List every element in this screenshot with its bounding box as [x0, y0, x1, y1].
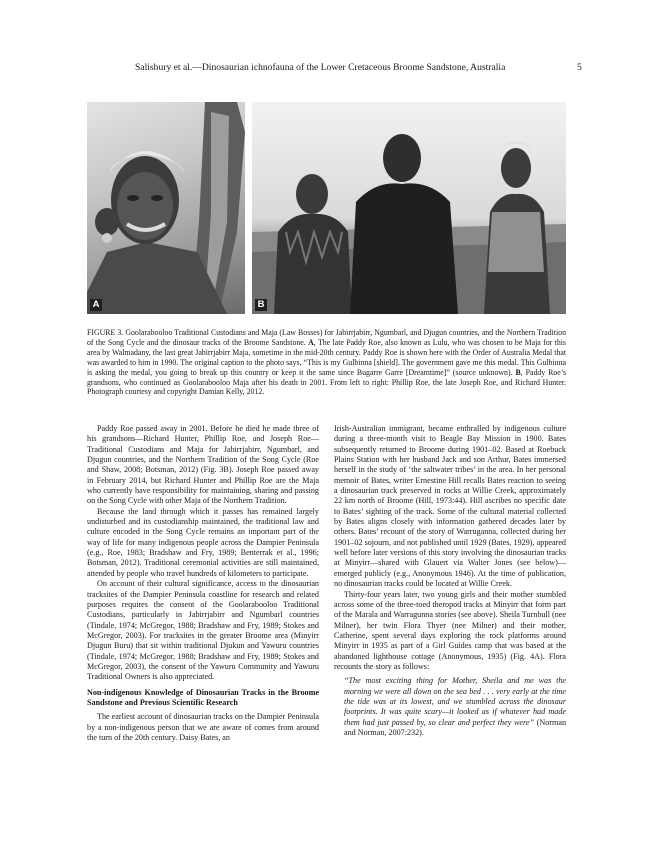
quote-text: “The most exciting thing for Mother, Sheila and me was the morning we were all down on the sea bed . . . very early at the time the tide was at its lowest, and we stumbled across the dinosaur footprints. It was quite scary—it looked as if whatever had made them had just passed by, so clear and perfect they were”: [344, 676, 566, 727]
page-number: 5: [577, 62, 582, 73]
running-title: Salisbury et al.—Dinosaurian ichnofauna of the Lower Cretaceous Broome Sandstone, Australia: [135, 62, 506, 73]
caption-text: Goolarabooloo Traditional Custodians and Maja (Law Bosses) for Jabirrjabirr, Ngumbarl, and Djugun countries, and the Northern Tradition of the Song Cycle and the dinosaur tracks of the Broome Sandstone.: [87, 328, 566, 347]
section-heading: Non-indigenous Knowledge of Dinosaurian Tracks in the Broome Sandstone and Previous Scientific Research: [87, 687, 319, 707]
figure-panel-b: [252, 102, 566, 314]
figure-caption: [87, 328, 566, 397]
right-column: [334, 424, 566, 738]
panel-b-label: B: [255, 299, 267, 311]
quote-citation: (Norman and Norman, 2007:232).: [344, 717, 567, 737]
left-column: [87, 424, 319, 743]
group-photo-illustration: [252, 102, 566, 314]
right-paragraph-1: Irish-Australian immigrant, became enthralled by indigenous culture during a three-month visit to Beagle Bay Mission in 1900. Bates subsequently returned to Broome during 1901–02. Based at Roebuck Plains Station with her husband Jack and son Arthur, Bates immersed herself in the study of ‘the saltwater tribes’ in the area. In her personal memoir of Bates, writer Ernestine Hill recalls Bates reaction to seeing a dinosaurian track preserved in rocks at Willie Creek, approximately 22 km north of Broome (Hill, 1973:44). Hill ascribes no specific date to Bates’ sighting of the track. Some of the cultural material collected by Bates aligns closely with information gathered decades later by others. Bates’ recount of the story of Warruganna, collected during her 1901–02 sojourn, and not published until 1929 (Bates, 1929), appeared well before later versions of this story involving the dinosaurian tracks at Minyirr—shared with Glauert via Walter Jones (see below)—emerged publicly (e.g., Anonymous 1946). At the time of publication, no dinosaurian tracks could be located at Willie Creek.: [334, 424, 566, 589]
right-paragraph-2: Thirty-four years later, two young girls and their mother stumbled across some of the three-toed theropod tracks at Minyirr that form part of the Marala and Warragunna stories (see above). Sheila Turnbull (nee Milner), her twin Flora Thyer (nee Milner) and their mother, Catherine, spent several days exploring the rock platforms around Minyirr in 1935 as part of a Girl Guides camp that was based at the abandoned lighthouse cottage (Anonymous, 1935) (Fig. 4A). Flora recounts the story as follows:: [334, 589, 566, 671]
caption-a-text: , The late Paddy Roe, also known as Lulu, who was chosen to be Maja for this area by Walmadany, the last great Jabirrjabirr Maja, sometime in the mid-20th century. Paddy Roe is shown here with the Order of Australia Medal that was awarded to him in 1990. The original caption to the photo says, “This is my Gulbinna [shield]. The government gave me this medal. This Gulbinna is asking the medal, you going to break up this country or keep it the same since Bugarre Garre [Dreamtime]” (source unknown).: [87, 337, 566, 377]
panel-a-label: A: [90, 299, 102, 311]
caption-figure-label: FIGURE 3.: [87, 328, 124, 337]
left-paragraph-4: The earliest account of dinosaurian tracks on the Dampier Peninsula by a non-indigenous person that we are aware of comes from around the turn of the 20th century. Daisy Bates, an: [87, 712, 319, 742]
running-header: [0, 62, 652, 76]
caption-a-label: A: [308, 337, 314, 347]
left-paragraph-2: Because the land through which it passes has remained largely undisturbed and its custodianship maintained, the traditional law and culture encoded in the Song Cycle remains an important part of the way of life for many indigenous people across the Dampier Peninsula (e.g., Roe, 1983; Bradshaw and Fry, 1989; Benterrak et al., 1996; Botsman, 2012). Traditional ceremonial activities are still maintained, attended by people who travel hundreds of kilometers to participate.: [87, 506, 319, 578]
caption-b-text: , Paddy Roe’s grandsons, who continued as Goolarabooloo Maja after his death in 2001. From left to right: Phillip Roe, the late Joseph Roe, and Richard Hunter. Photograph courtesy and copyright Damian Kelly, 2012.: [87, 367, 567, 397]
left-paragraph-3: On account of their cultural significance, access to the dinosaurian tracksites of the Dampier Peninsula coastline for research and related purposes requires the consent of the Goolarabooloo Traditional Custodians, particularly in Jabirrjabirr and Ngumbarl countries (Tindale, 1974; McGregor, 1988; Bradshaw and Fry, 1989; Stokes and McGregor, 2003). For tracksites in the greater Broome area (Minyirr Djugun Buru) that sit within traditional Djukun and Yawuru countries (Tindale, 1974; McGregor, 1988; Bradshaw and Fry, 1989; Stokes and McGregor, 2003), the consent of the Yawuru Community and Yawuru Traditional Owners is also appreciated.: [87, 579, 319, 682]
block-quote: [344, 676, 566, 738]
portrait-photo-illustration: [87, 102, 245, 314]
figure-panel-a: [87, 102, 245, 314]
left-paragraph-1: Paddy Roe passed away in 2001. Before he died he made three of his grandsons—Richard Hunter, Phillip Roe, and Joseph Roe—Traditional Custodians and Maja for Jabirrjabirr, Ngumbarl, and Djugun countries, and the Northern Tradition of the Song Cycle (Roe and Shaw, 2008; Botsman, 2012) (Fig. 3B). Joseph Roe passed away in February 2014, but Richard Hunter and Phillip Roe are the Maja who currently have responsibility for maintaining, sharing and passing on the Song Cycle with other Maja of the Northern Tradition.: [87, 424, 319, 506]
caption-b-label: B: [515, 367, 521, 377]
